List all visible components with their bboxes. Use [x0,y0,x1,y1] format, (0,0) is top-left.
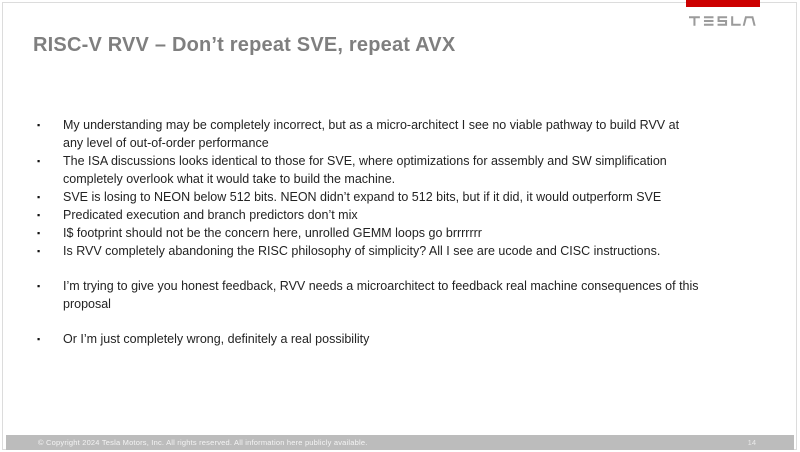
bullet-item [37,188,767,206]
bullet-line: I$ footprint should not be the concern here, unrolled GEMM loops go brrrrrrr [63,226,482,240]
bullet-square-icon: ▪ [37,334,41,344]
bullet-square-icon: ▪ [37,246,41,256]
bullet-item [37,116,767,152]
bullet-text [63,206,358,224]
bullet-square-icon: ▪ [37,281,41,291]
bullet-text [63,224,482,242]
copyright-text: © Copyright 2024 Tesla Motors, Inc. All rights reserved. All information here publicly available. [38,438,368,447]
bullet-item [37,242,767,260]
tesla-accent-bar [686,0,760,7]
bullet-line: Is RVV completely abandoning the RISC philosophy of simplicity? All I see are ucode and CISC instructions. [63,244,661,258]
bullet-item [37,206,767,224]
bullet-line: My understanding may be completely incorrect, but as a micro-architect I see no viable pathway to build RVV at [63,118,680,132]
slide-title: RISC-V RVV – Don’t repeat SVE, repeat AVX [33,34,456,56]
bullet-text [63,330,369,348]
bullet-square-icon: ▪ [37,210,41,220]
bullet-line: completely overlook what it would take to build the machine. [63,172,396,186]
bullet-line: SVE is losing to NEON below 512 bits. NEON didn’t expand to 512 bits, but if it did, it would outperform SVE [63,190,662,204]
bullet-square-icon: ▪ [37,228,41,238]
bullet-square-icon: ▪ [37,192,41,202]
bullet-text [63,242,660,260]
bullet-line: I’m trying to give you honest feedback, RVV needs a microarchitect to feedback real machine consequences of this [63,279,699,293]
bullet-text [63,188,661,206]
bullet-line: The ISA discussions looks identical to those for SVE, where optimizations for assembly and SW simplification [63,154,667,168]
bullet-line: any level of out-of-order performance [63,136,269,150]
slide-number: 14 [747,438,756,447]
bullet-line: Or I’m just completely wrong, definitely a real possibility [63,332,370,346]
bullet-item [37,277,767,313]
tesla-logo [689,16,757,26]
bullet-square-icon: ▪ [37,120,41,130]
bullet-square-icon: ▪ [37,156,41,166]
bullet-list [37,116,767,348]
bullet-text [63,277,699,313]
footer-bar [6,435,794,450]
bullet-text [63,152,667,188]
bullet-line: Predicated execution and branch predictors don’t mix [63,208,358,222]
bullet-item [37,152,767,188]
bullet-text [63,116,679,152]
bullet-item [37,224,767,242]
bullet-item [37,330,767,348]
tesla-wordmark-icon [689,16,757,26]
bullet-line: proposal [63,297,111,311]
